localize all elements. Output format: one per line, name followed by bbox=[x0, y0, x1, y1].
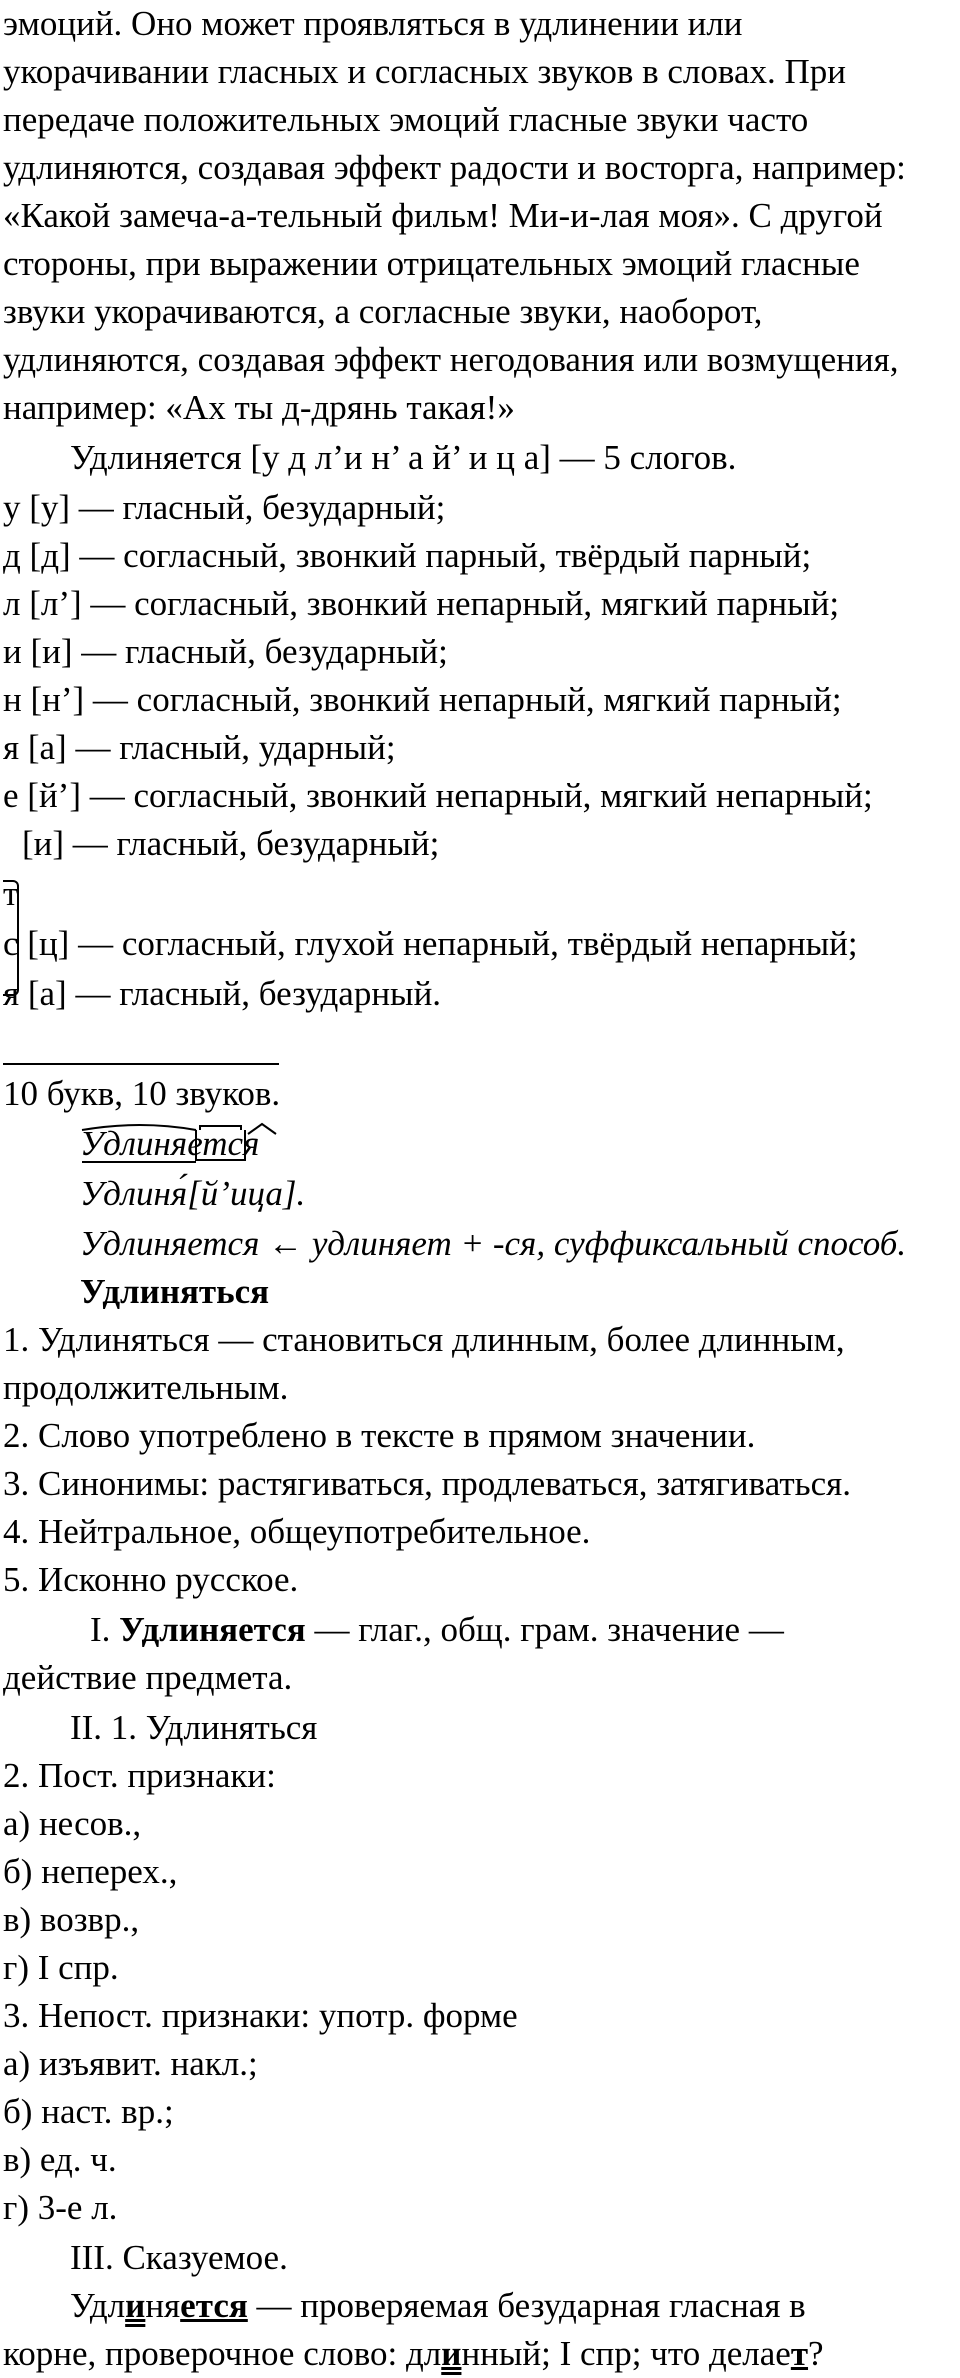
phonetic-row: т bbox=[3, 874, 19, 913]
spell-w1: Удл bbox=[70, 2286, 126, 2325]
morph-item: а) изъявит. накл.; bbox=[3, 2044, 258, 2083]
morph-item: 3. Непост. признаки: употр. форме bbox=[3, 1996, 518, 2035]
text-line: удлиняются, создавая эффект радости и восторга, например: bbox=[3, 148, 906, 187]
phonetic-row: л [л’] — согласный, звонкий непарный, мягкий парный; bbox=[3, 584, 840, 623]
morph-item: г) I спр. bbox=[3, 1948, 119, 1987]
text-line: например: «Ах ты д-дрянь такая!» bbox=[3, 388, 515, 427]
lexical-title: Удлиняться bbox=[80, 1272, 270, 1311]
morph-item: в) ед. ч. bbox=[3, 2140, 117, 2179]
phonetic-row: [и] — гласный, безударный; bbox=[22, 824, 440, 863]
spell-l2b: и bbox=[441, 2334, 462, 2373]
lexical-item: 5. Исконно русское. bbox=[3, 1560, 299, 1599]
lexical-item: 4. Нейтральное, общеупотребительное. bbox=[3, 1512, 591, 1551]
text-line: укорачивании гласных и согласных звуков в словах. При bbox=[3, 52, 847, 91]
letters-sounds-summary: 10 букв, 10 звуков. bbox=[3, 1074, 281, 1113]
morph-item: б) неперех., bbox=[3, 1852, 178, 1891]
word-formation bbox=[80, 1220, 906, 1268]
phonetic-row: с [ц] — согласный, глухой непарный, твёрдый непарный; bbox=[3, 924, 858, 963]
phonetic-row: д [д] — согласный, звонкий парный, твёрдый парный; bbox=[3, 536, 812, 575]
phonetic-row: я [а] — гласный, ударный; bbox=[3, 728, 396, 767]
part-i-word: Удлиняется bbox=[119, 1610, 306, 1649]
text-line: звуки укорачиваются, а согласные звуки, наоборот, bbox=[3, 292, 763, 331]
morph-part-ii: II. 1. Удлиняться bbox=[70, 1708, 318, 1747]
phonetic-row: у [у] — гласный, безударный; bbox=[3, 488, 446, 527]
spell-l2e: ? bbox=[808, 2334, 824, 2373]
part-i-prefix: I. bbox=[90, 1610, 120, 1649]
morph-part-i bbox=[90, 1606, 784, 1654]
spell-w3: ня bbox=[145, 2286, 181, 2325]
text-line: удлиняются, создавая эффект негодования или возмущения, bbox=[3, 340, 899, 379]
morph-item: 2. Пост. признаки: bbox=[3, 1756, 276, 1795]
text-line: стороны, при выражении отрицательных эмоций гласные bbox=[3, 244, 860, 283]
morphemic-word: Удлиняется bbox=[80, 1124, 260, 1163]
text-line: «Какой замеча-а-тельный фильм! Ми-и-лая моя». С другой bbox=[3, 196, 883, 235]
text-line: передаче положительных эмоций гласные звуки часто bbox=[3, 100, 809, 139]
part-i-rest: — глаг., общ. грам. значение — bbox=[305, 1610, 784, 1649]
text-line: эмоций. Оно может проявляться в удлинении или bbox=[3, 4, 743, 43]
lexical-item: 2. Слово употреблено в тексте в прямом значении. bbox=[3, 1416, 756, 1455]
morph-item: в) возвр., bbox=[3, 1900, 140, 1939]
morph-item: а) несов., bbox=[3, 1804, 142, 1843]
spell-l2c: нный; I спр; что делае bbox=[461, 2334, 791, 2373]
spell-l2a: корне, проверочное слово: дл bbox=[3, 2334, 442, 2373]
lexical-item: 3. Синонимы: растягиваться, продлеваться, затягиваться. bbox=[3, 1464, 851, 1503]
morph-item: г) 3-е л. bbox=[3, 2188, 118, 2227]
separator-line bbox=[3, 1063, 279, 1065]
formation-tail: , суффиксальный способ. bbox=[536, 1224, 907, 1263]
phonetic-row: е [й’] — согласный, звонкий непарный, мягкий непарный; bbox=[3, 776, 873, 815]
lexical-item: продолжительным. bbox=[3, 1368, 289, 1407]
spell-ending: ется bbox=[180, 2286, 248, 2325]
ts-bracket bbox=[3, 880, 19, 996]
spell-vowel: и bbox=[125, 2286, 146, 2325]
spelling-line bbox=[70, 2282, 806, 2330]
formation-suffix: ся bbox=[504, 1224, 537, 1263]
phonetic-row: и [и] — гласный, безударный; bbox=[3, 632, 448, 671]
spelling-line-2 bbox=[3, 2330, 824, 2378]
spell-rest: — проверяемая безударная гласная в bbox=[247, 2286, 806, 2325]
lexical-item: 1. Удлиняться — становиться длинным, более длинным, bbox=[3, 1320, 845, 1359]
formation-word: Удлиняется bbox=[80, 1224, 260, 1263]
spell-l2d: т bbox=[790, 2334, 809, 2373]
formation-rest: ← удлиняет + - bbox=[259, 1224, 505, 1263]
phonetic-row: я [а] — гласный, безударный. bbox=[3, 974, 442, 1013]
morph-item: б) наст. вр.; bbox=[3, 2092, 174, 2131]
phonetic-row: н [н’] — согласный, звонкий непарный, мягкий парный; bbox=[3, 680, 842, 719]
morph-part-iii: III. Сказуемое. bbox=[70, 2238, 288, 2277]
morph-part-i-cont: действие предмета. bbox=[3, 1658, 293, 1697]
phonetic-header: Удлиняется [у д л’и н’ а й’ и ц а] — 5 слогов. bbox=[70, 438, 737, 477]
morphemic-transcription: Удлиня́[й’ица]. bbox=[80, 1174, 306, 1213]
